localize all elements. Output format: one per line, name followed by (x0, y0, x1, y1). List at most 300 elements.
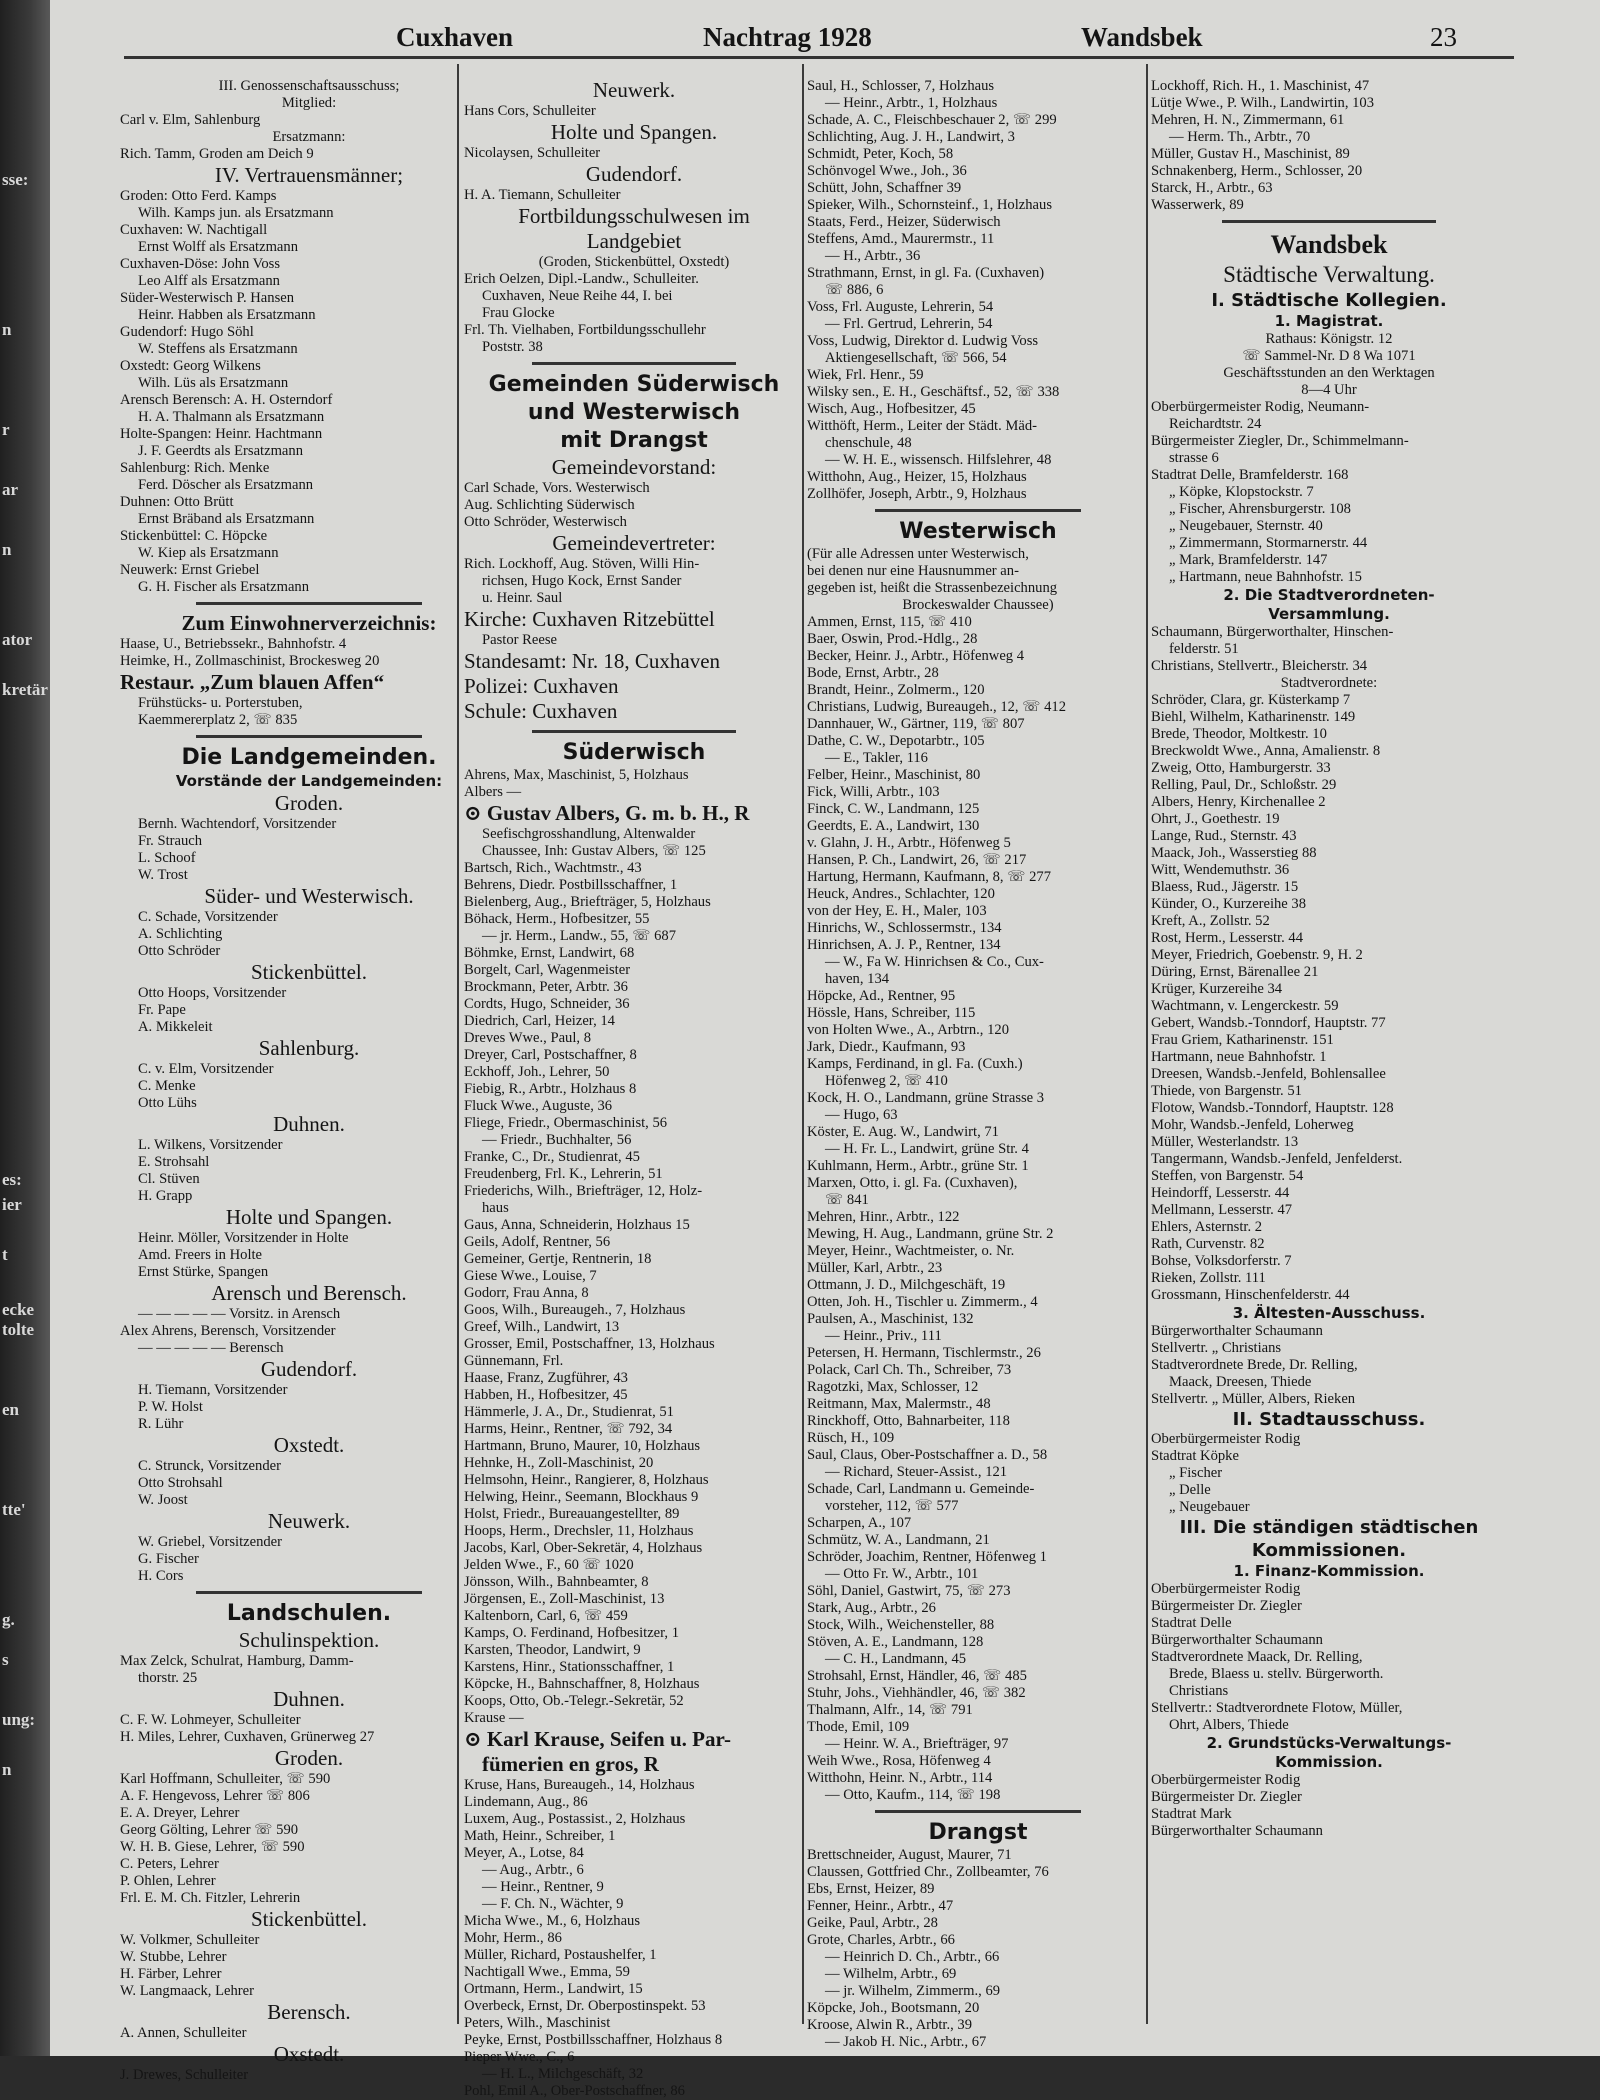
directory-entry: J. F. Geerdts als Ersatzmann (138, 443, 303, 459)
edge-fragment: ier (2, 1195, 22, 1214)
directory-entry: ⊙ Gustav Albers, G. m. b. H., R (464, 801, 750, 825)
directory-entry: Jönsson, Wilh., Bahnbeamter, 8 (464, 1574, 649, 1590)
directory-entry: A. F. Hengevoss, Lehrer ☏ 806 (120, 1788, 310, 1804)
directory-entry: Reichardtstr. 24 (1169, 416, 1262, 432)
directory-entry: Gudendorf. (260, 1357, 358, 1381)
directory-entry: Witthöft, Herm., Leiter der Städt. Mäd- (807, 418, 1038, 434)
directory-entry: — Wilhelm, Arbtr., 69 (825, 1966, 957, 1982)
directory-entry: Hansen, P. Ch., Landwirt, 26, ☏ 217 (807, 852, 1027, 868)
directory-entry: Stickenbüttel: C. Höpcke (120, 528, 268, 544)
directory-entry: Düring, Ernst, Bärenallee 21 (1151, 964, 1319, 980)
directory-entry: Groden. (274, 1746, 344, 1770)
directory-entry: Saul, H., Schlosser, 7, Holzhaus (807, 78, 995, 94)
directory-entry: Weih Wwe., Rosa, Höfenweg 4 (807, 1753, 991, 1769)
directory-entry: — W. H. E., wissensch. Hilfslehrer, 48 (825, 452, 1052, 468)
directory-entry: Heimke, H., Zollmaschinist, Brockesweg 20 (120, 653, 380, 669)
directory-entry: Jelden Wwe., F., 60 ☏ 1020 (464, 1557, 634, 1573)
directory-entry: — Heinr., Rentner, 9 (482, 1879, 604, 1895)
directory-entry: Ohrt, J., Goethestr. 19 (1151, 811, 1280, 827)
directory-entry: Schönvogel Wwe., Joh., 36 (807, 163, 967, 179)
directory-entry: Hinrichsen, A. J. P., Rentner, 134 (807, 937, 1001, 953)
directory-entry: Neuwerk. (592, 78, 676, 102)
column-1 (120, 78, 498, 2083)
directory-entry: Standesamt: Nr. 18, Cuxhaven (464, 649, 721, 673)
directory-entry: Stadtverordnete Brede, Dr. Relling, (1151, 1357, 1358, 1373)
section-heading: 2. Die Stadtverordneten- (1223, 586, 1435, 604)
directory-entry: — jr. Herm., Landw., 55, ☏ 687 (482, 928, 677, 944)
directory-entry: Voss, Ludwig, Direktor d. Ludwig Voss (807, 333, 1039, 349)
directory-entry: Söhl, Daniel, Gastwirt, 75, ☏ 273 (807, 1583, 1011, 1599)
directory-entry: Habben, H., Hofbesitzer, 45 (464, 1387, 628, 1403)
directory-entry: L. Wilkens, Vorsitzender (138, 1137, 283, 1153)
directory-entry: Otto Schröder, Westerwisch (464, 514, 627, 530)
directory-entry: Jark, Diedr., Kaufmann, 93 (807, 1039, 966, 1055)
directory-entry: Starck, H., Arbtr., 63 (1151, 180, 1273, 196)
directory-entry: C. Peters, Lehrer (120, 1856, 219, 1872)
header-center-title: Nachtrag 1928 (703, 22, 872, 52)
directory-entry: — Otto, Kaufm., 114, ☏ 198 (825, 1787, 1001, 1803)
directory-entry: Stadtrat Delle, Bramfelderstr. 168 (1151, 467, 1349, 483)
directory-entry: Brede, Blaess u. stellv. Bürgerworth. (1169, 1666, 1384, 1682)
directory-entry: Müller, Westerlandstr. 13 (1151, 1134, 1299, 1150)
directory-entry: Arensch Berensch: A. H. Osterndorf (120, 392, 333, 408)
directory-entry: A. Annen, Schulleiter (120, 2025, 247, 2041)
directory-entry: Hartmann, Bruno, Maurer, 10, Holzhaus (464, 1438, 701, 1454)
directory-entry: H. Miles, Lehrer, Cuxhaven, Grünerweg 27 (120, 1729, 375, 1745)
directory-entry: Wachtmann, v. Lengerckestr. 59 (1151, 998, 1339, 1014)
directory-entry: Luxem, Aug., Postassist., 2, Holzhaus (464, 1811, 686, 1827)
edge-fragment: r (2, 420, 10, 439)
directory-entry: Leo Alff als Ersatzmann (138, 273, 280, 289)
directory-entry: ☏ Sammel-Nr. D 8 Wa 1071 (1242, 348, 1416, 364)
section-heading: 1. Magistrat. (1274, 312, 1384, 330)
directory-entry: u. Heinr. Saul (482, 590, 563, 606)
directory-entry: Polizei: Cuxhaven (464, 674, 619, 698)
directory-entry: C. Strunck, Vorsitzender (138, 1458, 281, 1474)
directory-entry: Brettschneider, August, Maurer, 71 (807, 1847, 1012, 1863)
directory-entry: H. A. Thalmann als Ersatzmann (138, 409, 325, 425)
directory-entry: Bohse, Volksdorferstr. 7 (1151, 1253, 1292, 1269)
directory-entry: Albers — (464, 784, 522, 800)
directory-entry: Carl Schade, Vors. Westerwisch (464, 480, 650, 496)
directory-entry: Müller, Richard, Postaushelfer, 1 (464, 1947, 657, 1963)
directory-entry: Peyke, Ernst, Postbillsschaffner, Holzhaus 8 (464, 2032, 723, 2048)
directory-entry: Seefischgrosshandlung, Altenwalder (482, 826, 696, 842)
directory-entry: Saul, Claus, Ober-Postschaffner a. D., 58 (807, 1447, 1048, 1463)
directory-entry: Oberbürgermeister Rodig (1151, 1581, 1301, 1597)
edge-fragment: n (2, 320, 12, 339)
directory-entry: Geschäftsstunden an den Werktagen (1223, 365, 1435, 381)
directory-entry: Nachtigall Wwe., Emma, 59 (464, 1964, 630, 1980)
section-heading: Wandsbek (1270, 230, 1388, 259)
directory-entry: Kaemmererplatz 2, ☏ 835 (138, 712, 298, 728)
directory-entry: Oberbürgermeister Rodig (1151, 1772, 1301, 1788)
directory-entry: Christians (1169, 1683, 1229, 1699)
directory-entry: Fr. Pape (138, 1002, 186, 1018)
directory-entry: fümerien en gros, R (482, 1752, 659, 1776)
directory-entry: Fluck Wwe., Auguste, 36 (464, 1098, 613, 1114)
directory-entry: Frau Griem, Katharinenstr. 151 (1151, 1032, 1334, 1048)
directory-entry: Wasserwerk, 89 (1151, 197, 1244, 213)
directory-entry: G. Fischer (138, 1551, 199, 1567)
directory-entry: Staats, Ferd., Heizer, Süderwisch (807, 214, 1001, 230)
directory-entry: Fliege, Friedr., Obermaschinist, 56 (464, 1115, 668, 1131)
directory-entry: Krüger, Kurzereihe 34 (1151, 981, 1283, 997)
directory-entry: Neuwerk: Ernst Griebel (120, 562, 260, 578)
directory-entry: Schlichting, Aug. J. H., Landwirt, 3 (807, 129, 1015, 145)
directory-entry: — Frl. Gertrud, Lehrerin, 54 (825, 316, 993, 332)
directory-entry: — Jakob H. Nic., Arbtr., 67 (825, 2034, 987, 2050)
directory-entry: Godorr, Frau Anna, 8 (464, 1285, 589, 1301)
directory-entry: Otten, Joh. H., Tischler u. Zimmerm., 4 (807, 1294, 1038, 1310)
directory-entry: Franke, C., Dr., Studienrat, 45 (464, 1149, 640, 1165)
directory-entry: Duhnen: Otto Brütt (120, 494, 234, 510)
directory-entry: Holte und Spangen. (225, 1205, 393, 1229)
directory-entry: Fortbildungsschulwesen im (518, 204, 750, 228)
edge-fragment: ecke (2, 1300, 35, 1319)
directory-entry: Stadtverordnete: (1280, 675, 1378, 691)
section-heading: 1. Finanz-Kommission. (1233, 1562, 1425, 1580)
directory-entry: Bode, Ernst, Arbtr., 28 (807, 665, 939, 681)
directory-entry: Scharpen, A., 107 (807, 1515, 912, 1531)
directory-entry: Reitmann, Max, Malermstr., 48 (807, 1396, 991, 1412)
edge-fragment: tolte (2, 1320, 35, 1339)
directory-entry: Dannhauer, W., Gärtner, 119, ☏ 807 (807, 716, 1025, 732)
directory-entry: — Heinrich D. Ch., Arbtr., 66 (825, 1949, 1000, 1965)
directory-entry: Wilh. Kamps jun. als Ersatzmann (138, 205, 334, 221)
directory-entry: „ Köpke, Klopstockstr. 7 (1169, 484, 1314, 500)
directory-entry: Haase, Franz, Zugführer, 43 (464, 1370, 628, 1386)
directory-entry: „ Hartmann, neue Bahnhofstr. 15 (1169, 569, 1362, 585)
directory-entry: Friederichs, Wilh., Briefträger, 12, Holz- (464, 1183, 703, 1199)
directory-entry: — Hugo, 63 (825, 1107, 898, 1123)
directory-entry: Polack, Carl Ch. Th., Schreiber, 73 (807, 1362, 1012, 1378)
directory-entry: Gemeindevorstand: (551, 455, 717, 479)
directory-entry: Lockhoff, Rich. H., 1. Maschinist, 47 (1151, 78, 1370, 94)
directory-entry: Jörgensen, E., Zoll-Maschinist, 13 (464, 1591, 665, 1607)
directory-entry: Dreyer, Carl, Postschaffner, 8 (464, 1047, 637, 1063)
directory-entry: Karstens, Hinr., Stationsschaffner, 1 (464, 1659, 675, 1675)
directory-entry: vorsteher, 112, ☏ 577 (825, 1498, 959, 1514)
section-heading: Kommission. (1275, 1753, 1383, 1771)
directory-entry: W. H. B. Giese, Lehrer, ☏ 590 (120, 1839, 305, 1855)
directory-entry: haus (482, 1200, 509, 1216)
directory-entry: Finck, C. W., Landmann, 125 (807, 801, 980, 817)
directory-entry: Schröder, Clara, gr. Küsterkamp 7 (1151, 692, 1351, 708)
directory-entry: Frühstücks- u. Porterstuben, (138, 695, 303, 711)
directory-entry: Heuck, Andres., Schlachter, 120 (807, 886, 995, 902)
section-heading: mit Drangst (560, 428, 708, 453)
directory-entry: — H., Arbtr., 36 (825, 248, 921, 264)
directory-entry: Thode, Emil, 109 (807, 1719, 910, 1735)
section-rule (196, 602, 423, 605)
section-rule (532, 362, 736, 365)
directory-entry: Overbeck, Ernst, Dr. Oberpostinspekt. 53 (464, 1998, 706, 2014)
directory-entry: C. Menke (138, 1078, 196, 1094)
directory-entry: H. Grapp (138, 1188, 193, 1204)
directory-entry: Böhmke, Ernst, Landwirt, 68 (464, 945, 635, 961)
directory-entry: Mellmann, Lesserstr. 47 (1151, 1202, 1293, 1218)
directory-entry: Fr. Strauch (138, 833, 203, 849)
directory-entry: Otto Lühs (138, 1095, 197, 1111)
directory-entry: Math, Heinr., Schreiber, 1 (464, 1828, 616, 1844)
directory-entry: Schröder, Joachim, Rentner, Höfenweg 1 (807, 1549, 1047, 1565)
directory-entry: Wilsky sen., E. H., Geschäftsf., 52, ☏ 338 (807, 384, 1060, 400)
directory-entry: Duhnen. (273, 1687, 345, 1711)
directory-entry: Brandt, Heinr., Zolmerm., 120 (807, 682, 985, 698)
directory-entry: Spieker, Wilh., Schornsteinf., 1, Holzhaus (807, 197, 1052, 213)
directory-entry: Otto Schröder (138, 943, 221, 959)
directory-entry: Strathmann, Ernst, in gl. Fa. (Cuxhaven) (807, 265, 1045, 281)
directory-entry: Künder, O., Kurzereihe 38 (1151, 896, 1307, 912)
directory-entry: — Heinr., Priv., 111 (825, 1328, 942, 1344)
directory-entry: Bürgerworthalter Schaumann (1151, 1323, 1323, 1339)
directory-entry: Diedrich, Carl, Heizer, 14 (464, 1013, 615, 1029)
section-heading: 3. Ältesten-Ausschuss. (1232, 1304, 1426, 1322)
directory-entry: Helwing, Heinr., Seemann, Blockhaus 9 (464, 1489, 699, 1505)
directory-entry: C. F. W. Lohmeyer, Schulleiter (120, 1712, 301, 1728)
directory-entry: Holst, Friedr., Bureauangestellter, 89 (464, 1506, 680, 1522)
directory-entry: haven, 134 (825, 971, 890, 987)
directory-entry: Köpcke, H., Bahnschaffner, 8, Holzhaus (464, 1676, 700, 1692)
directory-entry: Gudendorf: Hugo Söhl (120, 324, 254, 340)
directory-entry: Georg Gölting, Lehrer ☏ 590 (120, 1822, 299, 1838)
directory-entry: Bürgerworthalter Schaumann (1151, 1823, 1323, 1839)
directory-entry: Meyer, A., Lotse, 84 (464, 1845, 584, 1861)
directory-entry: Stark, Aug., Arbtr., 26 (807, 1600, 936, 1616)
directory-entry: Städtische Verwaltung. (1223, 262, 1435, 287)
section-rule (196, 1591, 423, 1594)
directory-entry: Grossmann, Hinschenfelderstr. 44 (1151, 1287, 1350, 1303)
directory-entry: gegeben ist, heißt die Strassenbezeichnung (807, 580, 1058, 596)
directory-entry: Brede, Theodor, Moltkestr. 10 (1151, 726, 1327, 742)
directory-entry: Frl. Th. Vielhaben, Fortbildungsschullehr (464, 322, 706, 338)
directory-entry: Bielenberg, Aug., Briefträger, 5, Holzhaus (464, 894, 711, 910)
directory-entry: Mehren, H. N., Zimmermann, 61 (1151, 112, 1345, 128)
directory-entry: chenschule, 48 (825, 435, 912, 451)
directory-entry: Hoops, Herm., Drechsler, 11, Holzhaus (464, 1523, 694, 1539)
directory-entry: Breckwoldt Wwe., Anna, Amalienstr. 8 (1151, 743, 1381, 759)
directory-entry: Heinr. Möller, Vorsitzender in Holte (138, 1230, 349, 1246)
directory-entry: Alex Ahrens, Berensch, Vorsitzender (120, 1323, 336, 1339)
section-heading: I. Städtische Kollegien. (1211, 290, 1447, 311)
directory-entry: E. A. Dreyer, Lehrer (120, 1805, 240, 1821)
directory-entry: Oberbürgermeister Rodig, Neumann- (1151, 399, 1370, 415)
directory-entry: Wilh. Lüs als Ersatzmann (138, 375, 289, 391)
section-heading: Süderwisch (562, 740, 706, 765)
directory-entry: Cuxhaven: W. Nachtigall (120, 222, 268, 238)
directory-entry: — H. L., Milchgeschäft, 32 (482, 2066, 644, 2082)
column-3 (807, 78, 1149, 2050)
directory-entry: Ahrens, Max, Maschinist, 5, Holzhaus (464, 767, 689, 783)
directory-entry: — Friedr., Buchhalter, 56 (482, 1132, 632, 1148)
directory-entry: Stock, Wilh., Weichensteller, 88 (807, 1617, 995, 1633)
directory-entry: Lindemann, Aug., 86 (464, 1794, 588, 1810)
directory-entry: Aktiengesellschaft, ☏ 566, 54 (825, 350, 1007, 366)
directory-entry: Hinrichs, W., Schlossermstr., 134 (807, 920, 1002, 936)
directory-entry: Frau Glocke (482, 305, 555, 321)
directory-entry: Ernst Wolff als Ersatzmann (138, 239, 298, 255)
directory-entry: Ortmann, Herm., Landwirt, 15 (464, 1981, 643, 1997)
directory-entry: Geerdts, E. A., Landwirt, 130 (807, 818, 980, 834)
directory-entry: Relling, Paul, Dr., Schloßstr. 29 (1151, 777, 1337, 793)
directory-entry: Ragotzki, Max, Schlosser, 12 (807, 1379, 979, 1395)
directory-entry: H. Tiemann, Vorsitzender (138, 1382, 288, 1398)
directory-entry: W. Volkmer, Schulleiter (120, 1932, 260, 1948)
directory-entry: Ohrt, Albers, Thiede (1169, 1717, 1289, 1733)
directory-entry: Böhack, Herm., Hofbesitzer, 55 (464, 911, 650, 927)
directory-entry: Amd. Freers in Holte (138, 1247, 263, 1263)
directory-entry: Neuwerk. (267, 1509, 351, 1533)
directory-entry: Lange, Rud., Sternstr. 43 (1151, 828, 1297, 844)
directory-entry: Bürgermeister Dr. Ziegler (1151, 1789, 1302, 1805)
directory-entry: Müller, Karl, Arbtr., 23 (807, 1260, 943, 1276)
directory-entry: „ Neugebauer (1169, 1499, 1250, 1515)
directory-entry: (Groden, Stickenbüttel, Oxstedt) (538, 254, 730, 270)
directory-entry: — Aug., Arbtr., 6 (482, 1862, 584, 1878)
directory-entry: Blaess, Rud., Jägerstr. 15 (1151, 879, 1299, 895)
directory-entry: Kirche: Cuxhaven Ritzebüttel (464, 607, 715, 631)
directory-entry: Kreft, A., Zollstr. 52 (1151, 913, 1270, 929)
directory-entry: — — — — — Vorsitz. in Arensch (138, 1306, 341, 1322)
directory-entry: W. Griebel, Vorsitzender (138, 1534, 283, 1550)
directory-entry: Hehnke, H., Zoll-Maschinist, 20 (464, 1455, 654, 1471)
directory-entry: P. Ohlen, Lehrer (120, 1873, 216, 1889)
directory-entry: Stellvertr. „ Christians (1151, 1340, 1282, 1356)
directory-entry: Oxstedt. (273, 2042, 345, 2066)
directory-entry: Peters, Wilh., Maschinist (464, 2015, 611, 2031)
directory-entry: (Für alle Adressen unter Westerwisch, (807, 546, 1029, 562)
directory-entry: Groden: Otto Ferd. Kamps (120, 188, 277, 204)
directory-entry: Stadtrat Delle (1151, 1615, 1232, 1631)
directory-entry: A. Schlichting (138, 926, 223, 942)
directory-entry: Helmsohn, Heinr., Rangierer, 8, Holzhaus (464, 1472, 709, 1488)
directory-entry: G. H. Fischer als Ersatzmann (138, 579, 310, 595)
section-heading: Vorstände der Landgemeinden: (175, 772, 443, 790)
directory-entry: Thalmann, Alfr., 14, ☏ 791 (807, 1702, 973, 1718)
directory-entry: Witt, Wendemuthstr. 36 (1151, 862, 1290, 878)
directory-entry: Steffens, Amd., Maurermstr., 11 (807, 231, 995, 247)
directory-entry: Berensch. (267, 2000, 351, 2024)
directory-entry: Carl v. Elm, Sahlenburg (120, 112, 261, 128)
directory-entry: Sahlenburg. (258, 1036, 360, 1060)
directory-entry: Landgebiet (586, 229, 682, 253)
directory-entry: Höpcke, Ad., Rentner, 95 (807, 988, 956, 1004)
directory-entry: Dathe, C. W., Depotarbtr., 105 (807, 733, 985, 749)
directory-entry: Poststr. 38 (482, 339, 543, 355)
directory-entry: „ Delle (1169, 1482, 1211, 1498)
directory-entry: — C. H., Landmann, 45 (825, 1651, 967, 1667)
directory-entry: Maack, Dreesen, Thiede (1169, 1374, 1312, 1390)
directory-entry: Fiebig, R., Arbtr., Holzhaus 8 (464, 1081, 637, 1097)
directory-entry: Höfenweg 2, ☏ 410 (825, 1073, 948, 1089)
directory-entry: Harms, Heinr., Rentner, ☏ 792, 34 (464, 1421, 673, 1437)
adjacent-page-edge (0, 0, 50, 2056)
directory-entry: Maack, Joh., Wasserstieg 88 (1151, 845, 1317, 861)
directory-entry: R. Lühr (138, 1416, 184, 1432)
directory-entry: — W., Fa W. Hinrichsen & Co., Cux- (825, 954, 1044, 970)
section-heading: III. Die ständigen städtischen (1179, 1517, 1479, 1538)
edge-fragment: g. (2, 1610, 15, 1629)
directory-entry: Rost, Herm., Lesserstr. 44 (1151, 930, 1304, 946)
header-right-title: Wandsbek (1081, 22, 1203, 52)
directory-entry: IV. Vertrauensmänner; (214, 163, 404, 187)
edge-fragment: ung: (2, 1710, 36, 1729)
directory-entry: Groden. (274, 791, 344, 815)
directory-entry: Zum Einwohnerverzeichnis: (181, 611, 437, 635)
directory-entry: „ Fischer (1169, 1465, 1223, 1481)
directory-entry: Mohr, Wandsb.-Jenfeld, Loherweg (1151, 1117, 1354, 1133)
directory-entry: Schade, Carl, Landmann u. Gemeinde- (807, 1481, 1035, 1497)
directory-entry: Gebert, Wandsb.-Tonndorf, Hauptstr. 77 (1151, 1015, 1386, 1031)
directory-entry: Karl Hoffmann, Schulleiter, ☏ 590 (120, 1771, 331, 1787)
directory-entry: C. Schade, Vorsitzender (138, 909, 278, 925)
directory-entry: Stadtrat Köpke (1151, 1448, 1239, 1464)
directory-entry: Holte-Spangen: Heinr. Hachtmann (120, 426, 323, 442)
directory-entry: — jr. Wilhelm, Zimmerm., 69 (825, 1983, 1001, 1999)
directory-entry: Micha Wwe., M., 6, Holzhaus (464, 1913, 641, 1929)
directory-entry: Süder- und Westerwisch. (204, 884, 414, 908)
section-heading: Kommissionen. (1251, 1540, 1407, 1561)
directory-page (50, 0, 1600, 2099)
directory-entry: — F. Ch. N., Wächter, 9 (482, 1896, 624, 1912)
directory-entry: Duhnen. (273, 1112, 345, 1136)
directory-entry: Flotow, Wandsb.-Tonndorf, Hauptstr. 128 (1151, 1100, 1394, 1116)
directory-entry: Goos, Wilh., Bureaugeh., 7, Holzhaus (464, 1302, 686, 1318)
directory-entry: Ehlers, Asternstr. 2 (1151, 1219, 1263, 1235)
directory-entry: W. Langmaack, Lehrer (120, 1983, 254, 1999)
directory-entry: Witthohn, Aug., Heizer, 15, Holzhaus (807, 469, 1027, 485)
directory-entry: Holte und Spangen. (550, 120, 718, 144)
section-heading: Westerwisch (899, 519, 1057, 544)
directory-entry: Kamps, O. Ferdinand, Hofbesitzer, 1 (464, 1625, 680, 1641)
directory-entry: Baer, Oswin, Prod.-Hdlg., 28 (807, 631, 978, 647)
directory-entry: Marxen, Otto, i. gl. Fa. (Cuxhaven), (807, 1175, 1018, 1191)
directory-entry: Schnakenberg, Herm., Schlosser, 20 (1151, 163, 1363, 179)
directory-entry: felderstr. 51 (1169, 641, 1239, 657)
directory-entry: Chaussee, Inh: Gustav Albers, ☏ 125 (482, 843, 706, 859)
directory-entry: Behrens, Diedr. Postbillsschaffner, 1 (464, 877, 678, 893)
directory-entry: 8—4 Uhr (1301, 382, 1357, 398)
directory-entry: ☏ 841 (825, 1192, 869, 1208)
edge-fragment: kretär (2, 680, 48, 699)
directory-entry: Frl. E. M. Ch. Fitzler, Lehrerin (120, 1890, 301, 1906)
directory-entry: ⊙ Karl Krause, Seifen u. Par- (464, 1727, 732, 1751)
directory-entry: Nicolaysen, Schulleiter (464, 145, 601, 161)
edge-fragment: ator (2, 630, 33, 649)
directory-entry: Dreves Wwe., Paul, 8 (464, 1030, 591, 1046)
directory-entry: Köster, E. Aug. W., Landwirt, 71 (807, 1124, 999, 1140)
directory-entry: Ottmann, J. D., Milchgeschäft, 19 (807, 1277, 1006, 1293)
section-heading: Versammlung. (1268, 605, 1390, 623)
directory-entry: Biehl, Wilhelm, Katharinenstr. 149 (1151, 709, 1356, 725)
section-heading: Drangst (928, 1820, 1028, 1845)
directory-entry: Christians, Ludwig, Bureaugeh., 12, ☏ 412 (807, 699, 1067, 715)
edge-fragment: n (2, 540, 12, 559)
directory-entry: Cl. Stüven (138, 1171, 200, 1187)
directory-entry: Christians, Stellvertr., Bleicherstr. 34 (1151, 658, 1368, 674)
directory-entry: H. A. Tiemann, Schulleiter (464, 187, 621, 203)
directory-entry: — Heinr. W. A., Briefträger, 97 (825, 1736, 1009, 1752)
section-rule (875, 509, 1080, 512)
directory-entry: Meyer, Heinr., Wachtmeister, o. Nr. (807, 1243, 1015, 1259)
directory-entry: Bürgerworthalter Schaumann (1151, 1632, 1323, 1648)
directory-entry: Fenner, Heinr., Arbtr., 47 (807, 1898, 954, 1914)
directory-entry: Mewing, H. Aug., Landmann, grüne Str. 2 (807, 1226, 1054, 1242)
directory-entry: Stadtrat Mark (1151, 1806, 1232, 1822)
directory-entry: Gemeiner, Gertje, Rentnerin, 18 (464, 1251, 652, 1267)
edge-fragment: s (2, 1650, 9, 1669)
